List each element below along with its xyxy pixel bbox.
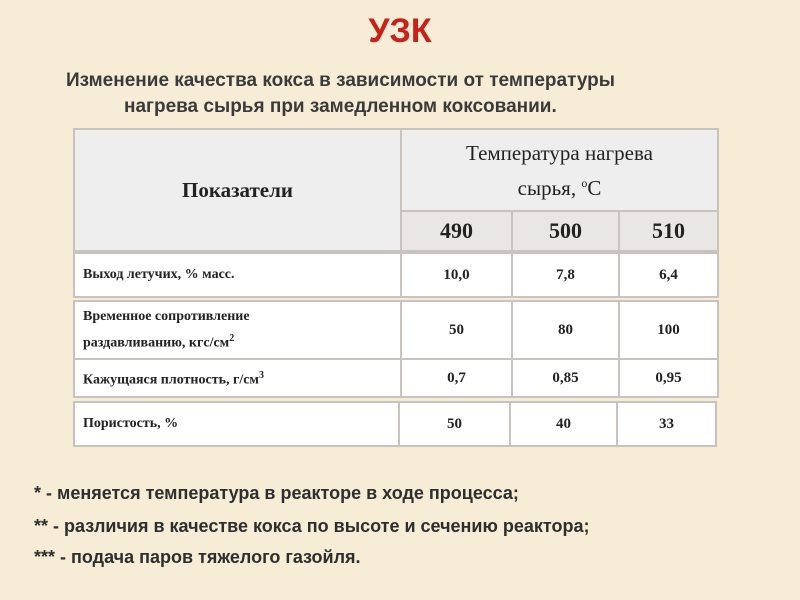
- table-row-group: [73, 300, 719, 398]
- subtitle-line-1: Изменение качества кокса в зависимости от температуры: [66, 70, 616, 91]
- cell-value: 10,0: [402, 254, 513, 296]
- cell-value: 40: [511, 403, 618, 445]
- temp-510: 510: [620, 212, 717, 250]
- cell-value: 100: [657, 321, 680, 338]
- cell-value: 6,4: [659, 266, 678, 283]
- temp-490: 490: [402, 212, 513, 250]
- slide-title: УЗК: [368, 12, 432, 50]
- cell-value: 50: [402, 302, 513, 358]
- note-1: * - меняется температура в реакторе в ходе процесса;: [34, 483, 519, 503]
- cell-value: 0,7: [402, 360, 513, 396]
- cell-value: 0,85: [513, 360, 620, 396]
- temperature-header-line-1: Температура нагрева: [466, 140, 653, 165]
- cell-value: 80: [513, 302, 620, 358]
- row-label: Выход летучих, % масс.: [75, 254, 402, 296]
- note-2: ** - различия в качестве кокса по высоте и сечению реактора;: [34, 516, 590, 536]
- row-label: Кажущаяся плотность, $г/см^3$: [75, 360, 402, 396]
- temp-500: 500: [513, 212, 620, 250]
- cell-value: 33: [659, 415, 674, 432]
- table-row: [73, 252, 719, 298]
- cell-value: 50: [400, 403, 511, 445]
- table-row: [73, 401, 717, 447]
- cell-value: 7,8: [513, 254, 620, 296]
- subtitle-line-2: нагрева сырья при замедленном коксовании.: [124, 96, 557, 117]
- note-3: *** - подача паров тяжелого газойля.: [34, 547, 361, 567]
- temperature-header: [402, 130, 717, 212]
- row-label: Пористость, %: [75, 403, 400, 445]
- temperature-header-line-2: сырья, $^о$С: [517, 175, 602, 200]
- table-header: [73, 128, 719, 252]
- cell-value: 0,95: [655, 369, 682, 386]
- indicator-header: Показатели: [75, 130, 402, 250]
- row-label: Временное сопротивление раздавливанию, кгс/$см^2$: [75, 302, 402, 358]
